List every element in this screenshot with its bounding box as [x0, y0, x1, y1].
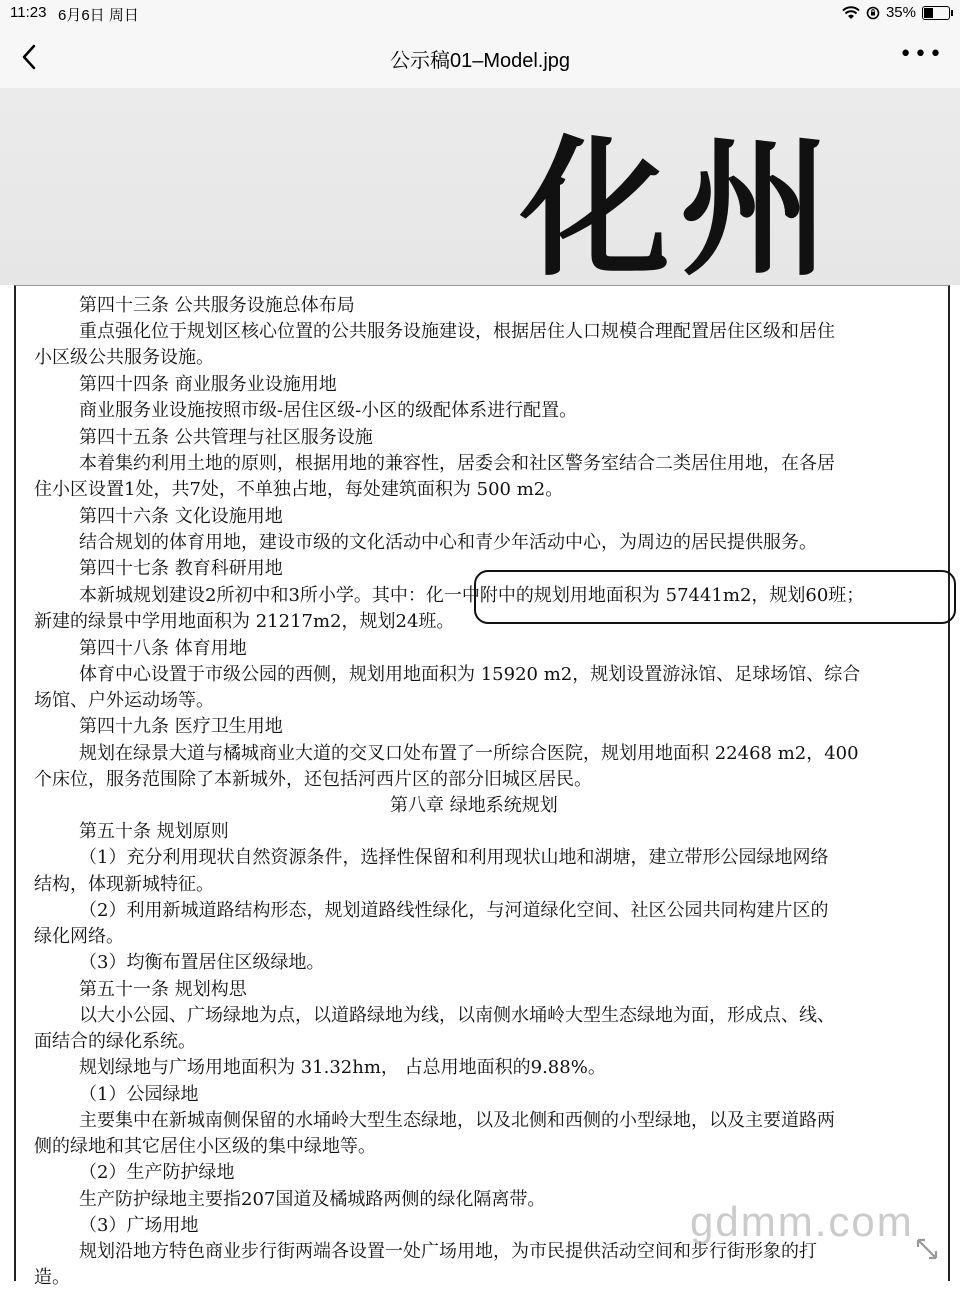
- doc-line: 场馆、户外运动场等。: [34, 690, 214, 711]
- doc-line: 以大小公园、广场绿地为点，以道路绿地为线，以南侧水埇岭大型生态绿地为面，形成点、线、: [79, 1005, 835, 1026]
- expand-icon[interactable]: [912, 1234, 942, 1264]
- doc-line: 本新城规划建设2所初中和3所小学。其中：化一中附中的规划用地面积为 57441m2，规划60班；: [79, 585, 865, 606]
- doc-line: 个床位，服务范围除了本新城外，还包括河西片区的部分旧城区居民。: [34, 769, 592, 790]
- doc-line: 第五十条 规划原则: [79, 821, 229, 842]
- doc-line: 主要集中在新城南侧保留的水埇岭大型生态绿地，以及北侧和西侧的小型绿地，以及主要道路两: [79, 1110, 835, 1131]
- document-page: [14, 285, 950, 1288]
- doc-line: 第五十一条 规划构思: [79, 979, 247, 1000]
- doc-line: 第四十三条 公共服务设施总体布局: [79, 295, 355, 316]
- handwritten-annotation-outline: [474, 570, 956, 624]
- doc-line: 第四十九条 医疗卫生用地: [79, 716, 283, 737]
- orientation-lock-icon: [866, 6, 880, 20]
- chapter-heading: 第八章 绿地系统规划: [390, 795, 558, 816]
- doc-line: 结构，体现新城特征。: [34, 874, 214, 895]
- wifi-icon: [842, 6, 860, 20]
- doc-line: 第四十四条 商业服务业设施用地: [79, 374, 337, 395]
- doc-line: （3）广场用地: [79, 1215, 199, 1236]
- doc-line: 新建的绿景中学用地面积为 21217m2，规划24班。: [34, 611, 455, 632]
- doc-line: 本着集约利用土地的原则，根据用地的兼容性，居委会和社区警务室结合二类居住用地，在各居: [79, 453, 835, 474]
- doc-line: （3）均衡布置居住区级绿地。: [79, 952, 325, 973]
- status-time: 11:23: [10, 4, 47, 21]
- doc-line: 小区级公共服务设施。: [34, 347, 214, 368]
- battery-icon: [922, 6, 950, 20]
- doc-line: 侧的绿地和其它居住小区级的集中绿地等。: [34, 1136, 376, 1157]
- file-title: 公示稿01–Model.jpg: [389, 50, 571, 72]
- doc-line: 商业服务业设施按照市级-居住区级-小区的级配体系进行配置。: [79, 400, 578, 421]
- doc-line: 造。: [34, 1267, 70, 1288]
- doc-line: 生产防护绿地主要指207国道及橘城路两侧的绿化隔离带。: [79, 1189, 546, 1210]
- status-right: [842, 4, 950, 21]
- doc-line: 住小区设置1处，共7处，不单独占地，每处建筑面积为 500 m2。: [34, 479, 564, 500]
- doc-line: 体育中心设置于市级公园的西侧，规划用地面积为 15920 m2，规划设置游泳馆、足球场馆、综合: [79, 664, 861, 685]
- doc-line: （2）利用新城道路结构形态，规划道路线性绿化，与河道绿化空间、社区公园共同构建片区的: [79, 900, 829, 921]
- doc-line: （1）公园绿地: [79, 1084, 199, 1105]
- doc-line: 结合规划的体育用地，建设市级的文化活动中心和青少年活动中心，为周边的居民提供服务。: [79, 532, 817, 553]
- doc-line: 规划沿地方特色商业步行街两端各设置一处广场用地，为市民提供活动空间和步行街形象的打: [79, 1241, 817, 1262]
- doc-line: 第四十五条 公共管理与社区服务设施: [79, 427, 373, 448]
- doc-line: 规划在绿景大道与橘城商业大道的交叉口处布置了一所综合医院，规划用地面积 22468 m2，400: [79, 743, 859, 764]
- doc-line: 面结合的绿化系统。: [34, 1031, 196, 1052]
- nav-bar: [0, 28, 960, 89]
- doc-line: 重点强化位于规划区核心位置的公共服务设施建设，根据居住人口规模合理配置居住区级和居住: [79, 321, 835, 342]
- doc-line: 第四十八条 体育用地: [79, 638, 247, 659]
- doc-line: （1）充分利用现状自然资源条件，选择性保留和利用现状山地和湖塘，建立带形公园绿地网络: [79, 847, 829, 868]
- doc-line: 第四十七条 教育科研用地: [79, 558, 283, 579]
- doc-line: 绿化网络。: [34, 926, 124, 947]
- printed-heading-text: 化州: [520, 121, 841, 285]
- doc-line: 第四十六条 文化设施用地: [79, 506, 283, 527]
- doc-line: （2）生产防护绿地: [79, 1162, 235, 1183]
- status-date: 6月6日 周日: [58, 7, 139, 24]
- more-options-button[interactable]: •••: [899, 42, 944, 67]
- photo-header-area: [0, 88, 960, 285]
- watermark-text: gdmm.com: [690, 1198, 914, 1245]
- doc-line: 规划绿地与广场用地面积为 31.32hm， 占总用地面积的9.88%。: [79, 1057, 606, 1078]
- status-bar: [0, 0, 960, 28]
- battery-percent: 35%: [885, 4, 916, 21]
